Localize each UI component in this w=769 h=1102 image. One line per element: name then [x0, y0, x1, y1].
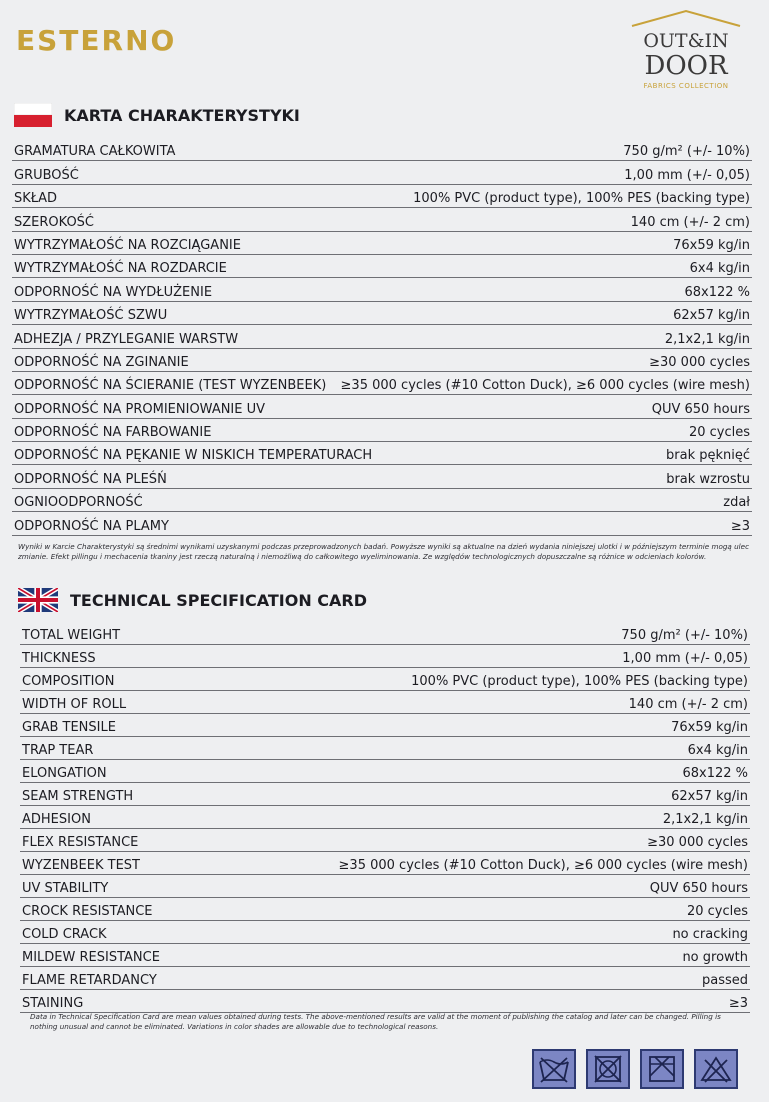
- en-spec-label: COMPOSITION: [22, 674, 115, 689]
- en-spec-row: [20, 967, 750, 990]
- pl-spec-row: [12, 395, 752, 418]
- pl-spec-value: QUV 650 hours: [651, 401, 750, 417]
- en-spec-value: 100% PVC (product type), 100% PES (backing type): [411, 674, 748, 689]
- en-spec-row: [20, 668, 750, 691]
- en-spec-label: CROCK RESISTANCE: [22, 904, 153, 919]
- pl-spec-value: brak wzrostu: [666, 471, 750, 487]
- pl-spec-value: 140 cm (+/- 2 cm): [630, 214, 750, 230]
- pl-spec-label: ODPORNOŚĆ NA ZGINANIE: [14, 354, 189, 370]
- en-spec-label: TRAP TEAR: [22, 743, 94, 758]
- en-spec-value: ≥3: [728, 996, 748, 1011]
- pl-spec-value: 1,00 mm (+/- 0,05): [624, 167, 750, 183]
- out-in-door-logo: [628, 8, 744, 94]
- pl-spec-row: [12, 208, 752, 231]
- pl-spec-value: ≥3: [730, 518, 750, 534]
- en-spec-label: MILDEW RESISTANCE: [22, 950, 160, 965]
- en-section-header: [18, 588, 367, 612]
- en-spec-label: GRAB TENSILE: [22, 720, 116, 735]
- en-section-title: TECHNICAL SPECIFICATION CARD: [70, 590, 368, 610]
- pl-spec-row: [12, 138, 752, 161]
- en-spec-value: QUV 650 hours: [649, 881, 748, 896]
- pl-spec-label: ODPORNOŚĆ NA PROMIENIOWANIE UV: [14, 401, 266, 417]
- pl-spec-label: ODPORNOŚĆ NA ŚCIERANIE (TEST WYZENBEEK): [14, 378, 327, 394]
- do-not-iron-icon: [694, 1049, 738, 1089]
- pl-spec-label: ODPORNOŚĆ NA FARBOWANIE: [14, 425, 212, 441]
- pl-spec-label: ODPORNOŚĆ NA PĘKANIE W NISKICH TEMPERATURACH: [14, 448, 373, 464]
- do-not-tumble-dry-icon: [586, 1049, 630, 1089]
- en-spec-value: passed: [701, 973, 748, 988]
- pl-spec-value: 750 g/m² (+/- 10%): [623, 144, 750, 160]
- en-spec-row: [20, 714, 750, 737]
- pl-spec-label: GRAMATURA CAŁKOWITA: [14, 144, 176, 160]
- pl-spec-label: ODPORNOŚĆ NA PLAMY: [14, 518, 169, 534]
- pl-spec-label: WYTRZYMAŁOŚĆ NA ROZDARCIE: [14, 261, 227, 277]
- en-spec-value: 20 cycles: [686, 904, 748, 919]
- pl-spec-row: [12, 512, 752, 535]
- do-not-bleach-icon: [640, 1049, 684, 1089]
- en-spec-row: [20, 898, 750, 921]
- pl-spec-value: 100% PVC (product type), 100% PES (backing type): [413, 191, 750, 207]
- pl-spec-row: [12, 465, 752, 488]
- en-spec-value: 68x122 %: [682, 766, 748, 781]
- en-spec-label: THICKNESS: [22, 651, 96, 666]
- pl-spec-label: ADHEZJA / PRZYLEGANIE WARSTW: [14, 331, 239, 347]
- pl-spec-label: ODPORNOŚĆ NA WYDŁUŻENIE: [14, 284, 213, 300]
- pl-spec-value: 76x59 kg/in: [673, 237, 750, 253]
- logo-line-1: OUT&IN: [643, 30, 729, 52]
- en-spec-row: [20, 622, 750, 645]
- en-spec-value: 6x4 kg/in: [687, 743, 748, 758]
- en-spec-label: ELONGATION: [22, 766, 107, 781]
- pl-spec-value: 2,1x2,1 kg/in: [664, 331, 750, 347]
- en-spec-row: [20, 783, 750, 806]
- pl-spec-row: [12, 302, 752, 325]
- en-spec-label: FLEX RESISTANCE: [22, 835, 139, 850]
- pl-spec-row: [12, 419, 752, 442]
- pl-spec-value: ≥35 000 cycles (#10 Cotton Duck), ≥6 000 cycles (wire mesh): [340, 378, 750, 394]
- en-spec-label: FLAME RETARDANCY: [22, 973, 157, 988]
- uk-flag-icon: [18, 588, 58, 612]
- pl-spec-value: 68x122 %: [684, 284, 750, 300]
- pl-section-title: KARTA CHARAKTERYSTYKI: [64, 105, 300, 125]
- en-spec-row: [20, 944, 750, 967]
- care-symbols: [532, 1049, 738, 1089]
- en-spec-label: UV STABILITY: [22, 881, 109, 896]
- en-spec-row: [20, 921, 750, 944]
- pl-spec-label: ODPORNOŚĆ NA PLEŚŃ: [14, 471, 167, 487]
- pl-spec-row: [12, 255, 752, 278]
- en-spec-label: TOTAL WEIGHT: [22, 628, 121, 643]
- pl-spec-label: WYTRZYMAŁOŚĆ NA ROZCIĄGANIE: [14, 237, 241, 253]
- do-not-wash-icon: [532, 1049, 576, 1089]
- pl-spec-row: [12, 349, 752, 372]
- pl-spec-label: OGNIOODPORNOŚĆ: [14, 495, 143, 511]
- roof-icon: [628, 8, 744, 32]
- pl-disclaimer: Wyniki w Karcie Charakterystyki są średnimi wynikami uzyskanymi podczas przeprowadzonych badań. Powyższe wyniki są aktualne na dzień wydania niniejszej ulotki i w późniejszym terminie mogą ulec zmianie. Efekt pillingu i mechacenia tkaniny jest rzeczą naturalną i niemożliwą do całkowitego wyeliminowania. Ze względów technologicznych dopuszczalne są różnice w odcieniach kolorów.: [18, 542, 750, 561]
- en-spec-value: 140 cm (+/- 2 cm): [628, 697, 748, 712]
- en-spec-table: [20, 622, 750, 1013]
- pl-spec-row: [12, 232, 752, 255]
- brand-logo-esterno: ESTERNO: [16, 24, 177, 57]
- pl-spec-row: [12, 489, 752, 512]
- en-spec-label: SEAM STRENGTH: [22, 789, 134, 804]
- en-spec-value: 1,00 mm (+/- 0,05): [622, 651, 748, 666]
- en-spec-label: COLD CRACK: [22, 927, 107, 942]
- pl-spec-label: GRUBOŚĆ: [14, 167, 79, 183]
- pl-spec-label: SKŁAD: [14, 191, 57, 207]
- pl-spec-value: 6x4 kg/in: [689, 261, 750, 277]
- pl-spec-value: zdał: [723, 495, 750, 511]
- pl-spec-row: [12, 185, 752, 208]
- en-spec-label: WIDTH OF ROLL: [22, 697, 127, 712]
- en-spec-row: [20, 691, 750, 714]
- en-spec-value: 2,1x2,1 kg/in: [662, 812, 748, 827]
- en-spec-row: [20, 645, 750, 668]
- en-spec-row: [20, 875, 750, 898]
- pl-section-header: [14, 103, 300, 127]
- en-spec-label: STAINING: [22, 996, 84, 1011]
- en-spec-label: ADHESION: [22, 812, 91, 827]
- pl-spec-value: ≥30 000 cycles: [649, 354, 750, 370]
- en-spec-row: [20, 760, 750, 783]
- en-spec-value: 76x59 kg/in: [671, 720, 748, 735]
- pl-spec-table: [12, 138, 752, 536]
- en-spec-row: [20, 806, 750, 829]
- en-spec-value: ≥35 000 cycles (#10 Cotton Duck), ≥6 000 cycles (wire mesh): [338, 858, 748, 873]
- logo-line-2: DOOR: [644, 51, 728, 81]
- logo-line-3: FABRICS COLLECTION: [643, 82, 729, 90]
- en-spec-value: 750 g/m² (+/- 10%): [621, 628, 748, 643]
- en-spec-value: ≥30 000 cycles: [647, 835, 748, 850]
- en-spec-value: no growth: [682, 950, 748, 965]
- pl-spec-label: WYTRZYMAŁOŚĆ SZWU: [14, 308, 168, 324]
- pl-spec-row: [12, 372, 752, 395]
- pl-spec-row: [12, 442, 752, 465]
- pl-spec-value: 20 cycles: [688, 425, 750, 441]
- en-spec-value: no cracking: [672, 927, 748, 942]
- en-spec-row: [20, 852, 750, 875]
- pl-spec-row: [12, 325, 752, 348]
- pl-spec-row: [12, 278, 752, 301]
- en-spec-value: 62x57 kg/in: [671, 789, 748, 804]
- poland-flag-icon: [14, 103, 52, 127]
- pl-spec-value: brak pęknięć: [666, 448, 750, 464]
- en-spec-row: [20, 829, 750, 852]
- en-spec-label: WYZENBEEK TEST: [22, 858, 140, 873]
- pl-spec-row: [12, 161, 752, 184]
- en-spec-row: [20, 737, 750, 760]
- pl-spec-value: 62x57 kg/in: [673, 308, 750, 324]
- pl-spec-label: SZEROKOŚĆ: [14, 214, 95, 230]
- en-spec-row: [20, 990, 750, 1013]
- en-disclaimer: Data in Technical Specification Card are mean values obtained during tests. The above-mentioned results are valid at the moment of publishing the catalog and later can be changed. Pilling is nothing unusual and cannot be eliminated. Variations in color shades are allowable due to technological reasons.: [30, 1012, 721, 1031]
